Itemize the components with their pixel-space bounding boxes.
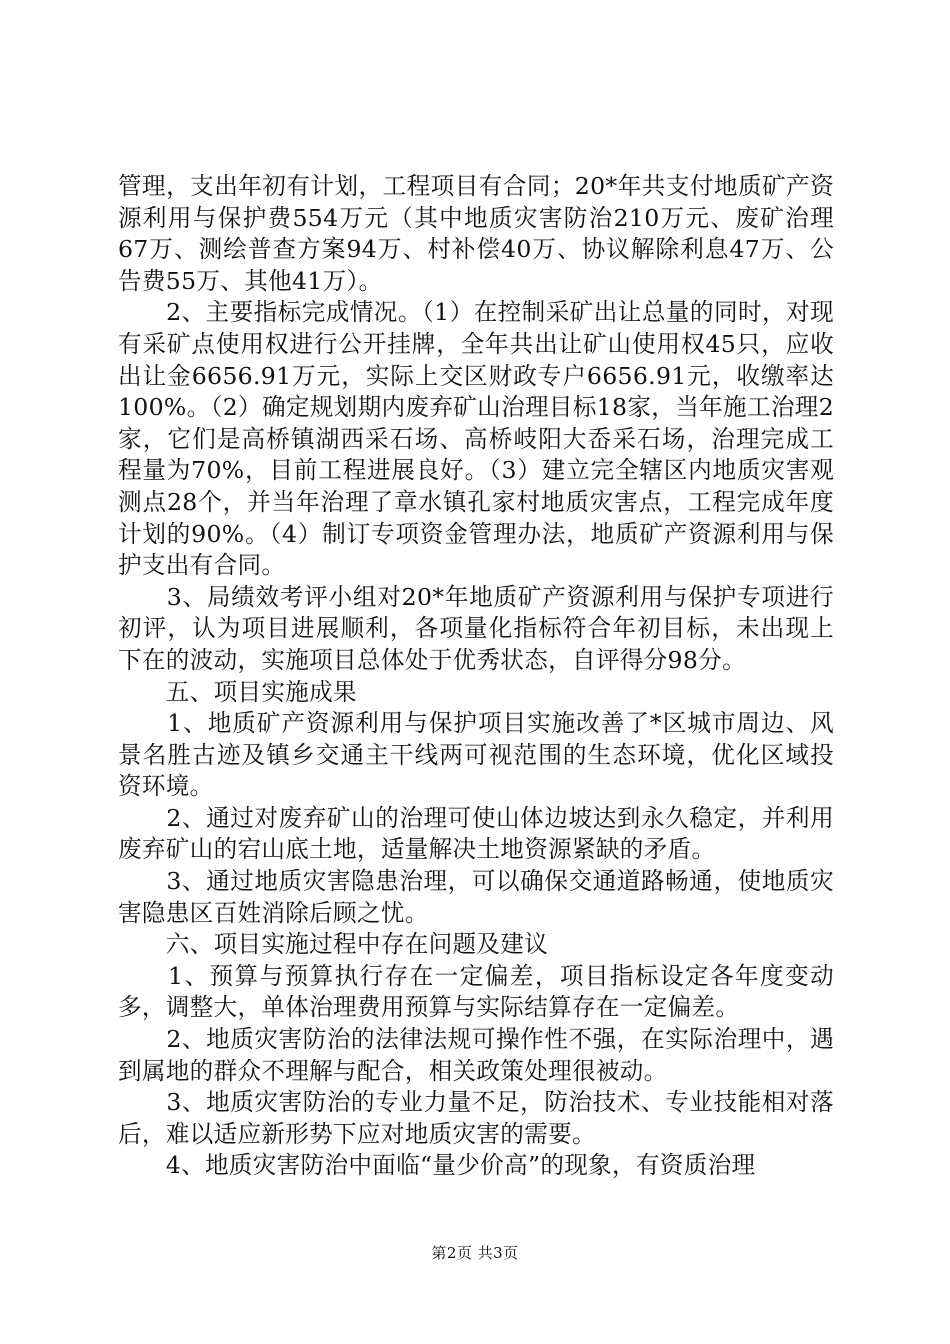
- section-heading-results: 五、项目实施成果: [118, 677, 357, 706]
- paragraph-result-3: 3、通过地质灾害隐患治理，可以确保交通道路畅通，使地质灾害隐患区百姓消除后顾之忧。: [118, 867, 834, 927]
- paragraph-performance-evaluation: 3、局绩效考评小组对20*年地质矿产资源利用与保护专项进行初评，认为项目进展顺利，各项量化指标符合年初目标，未出现上下在的波动，实施项目总体处于优秀状态，自评得分98分。: [118, 582, 834, 674]
- document-body: [118, 171, 834, 1182]
- paragraph-indicator-completion: 2、主要指标完成情况。（1）在控制采矿出让总量的同时，对现有采矿点使用权进行公开挂牌，全年共出让矿山使用权45只，应收出让金6656.91万元，实际上交区财政专户6656.91元，收缴率达100%。（2）确定规划期内废弃矿山治理目标18家，当年施工治理2家，它们是高桥镇湖西采石场、高桥岐阳大岙采石场，治理完成工程量为70%，目前工程进展良好。（3）建立完全辖区内地质灾害观测点28个，并当年治理了章水镇孔家村地质灾害点，工程完成年度计划的90%。（4）制订专项资金管理办法，地质矿产资源利用与保护支出有合同。: [118, 298, 834, 580]
- paragraph-problem-4: 4、地质灾害防治中面临“量少价高”的现象，有资质治理: [118, 1151, 756, 1180]
- paragraph-problem-3: 3、地质灾害防治的专业力量不足，防治技术、专业技能相对落后，难以适应新形势下应对地质灾害的需要。: [118, 1088, 834, 1148]
- paragraph-problem-1: 1、预算与预算执行存在一定偏差，项目指标设定各年度变动多，调整大，单体治理费用预算与实际结算存在一定偏差。: [118, 961, 834, 1022]
- paragraph-problem-2: 2、地质灾害防治的法律法规可操作性不强，在实际治理中，遇到属地的群众不理解与配合，相关政策处理很被动。: [118, 1025, 834, 1085]
- paragraph-result-2: 2、通过对废弃矿山的治理可使山体边坡达到永久稳定，并利用废弃矿山的宕山底土地，适量解决土地资源紧缺的矛盾。: [118, 803, 834, 864]
- page-footer: 第2页 共3页: [431, 1244, 519, 1262]
- section-heading-problems: 六、项目实施过程中存在问题及建议: [118, 930, 549, 959]
- paragraph-expenditure-summary: 管理，支出年初有计划，工程项目有合同；20*年共支付地质矿产资源利用与保护费554万元（其中地质灾害防治210万元、废矿治理67万、测绘普查方案94万、村补偿40万、协议解除利息47万、公告费55万、其他41万）。: [118, 172, 834, 295]
- paragraph-result-1: 1、地质矿产资源利用与保护项目实施改善了*区城市周边、风景名胜古迹及镇乡交通主干线两可视范围的生态环境，优化区域投资环境。: [118, 709, 834, 801]
